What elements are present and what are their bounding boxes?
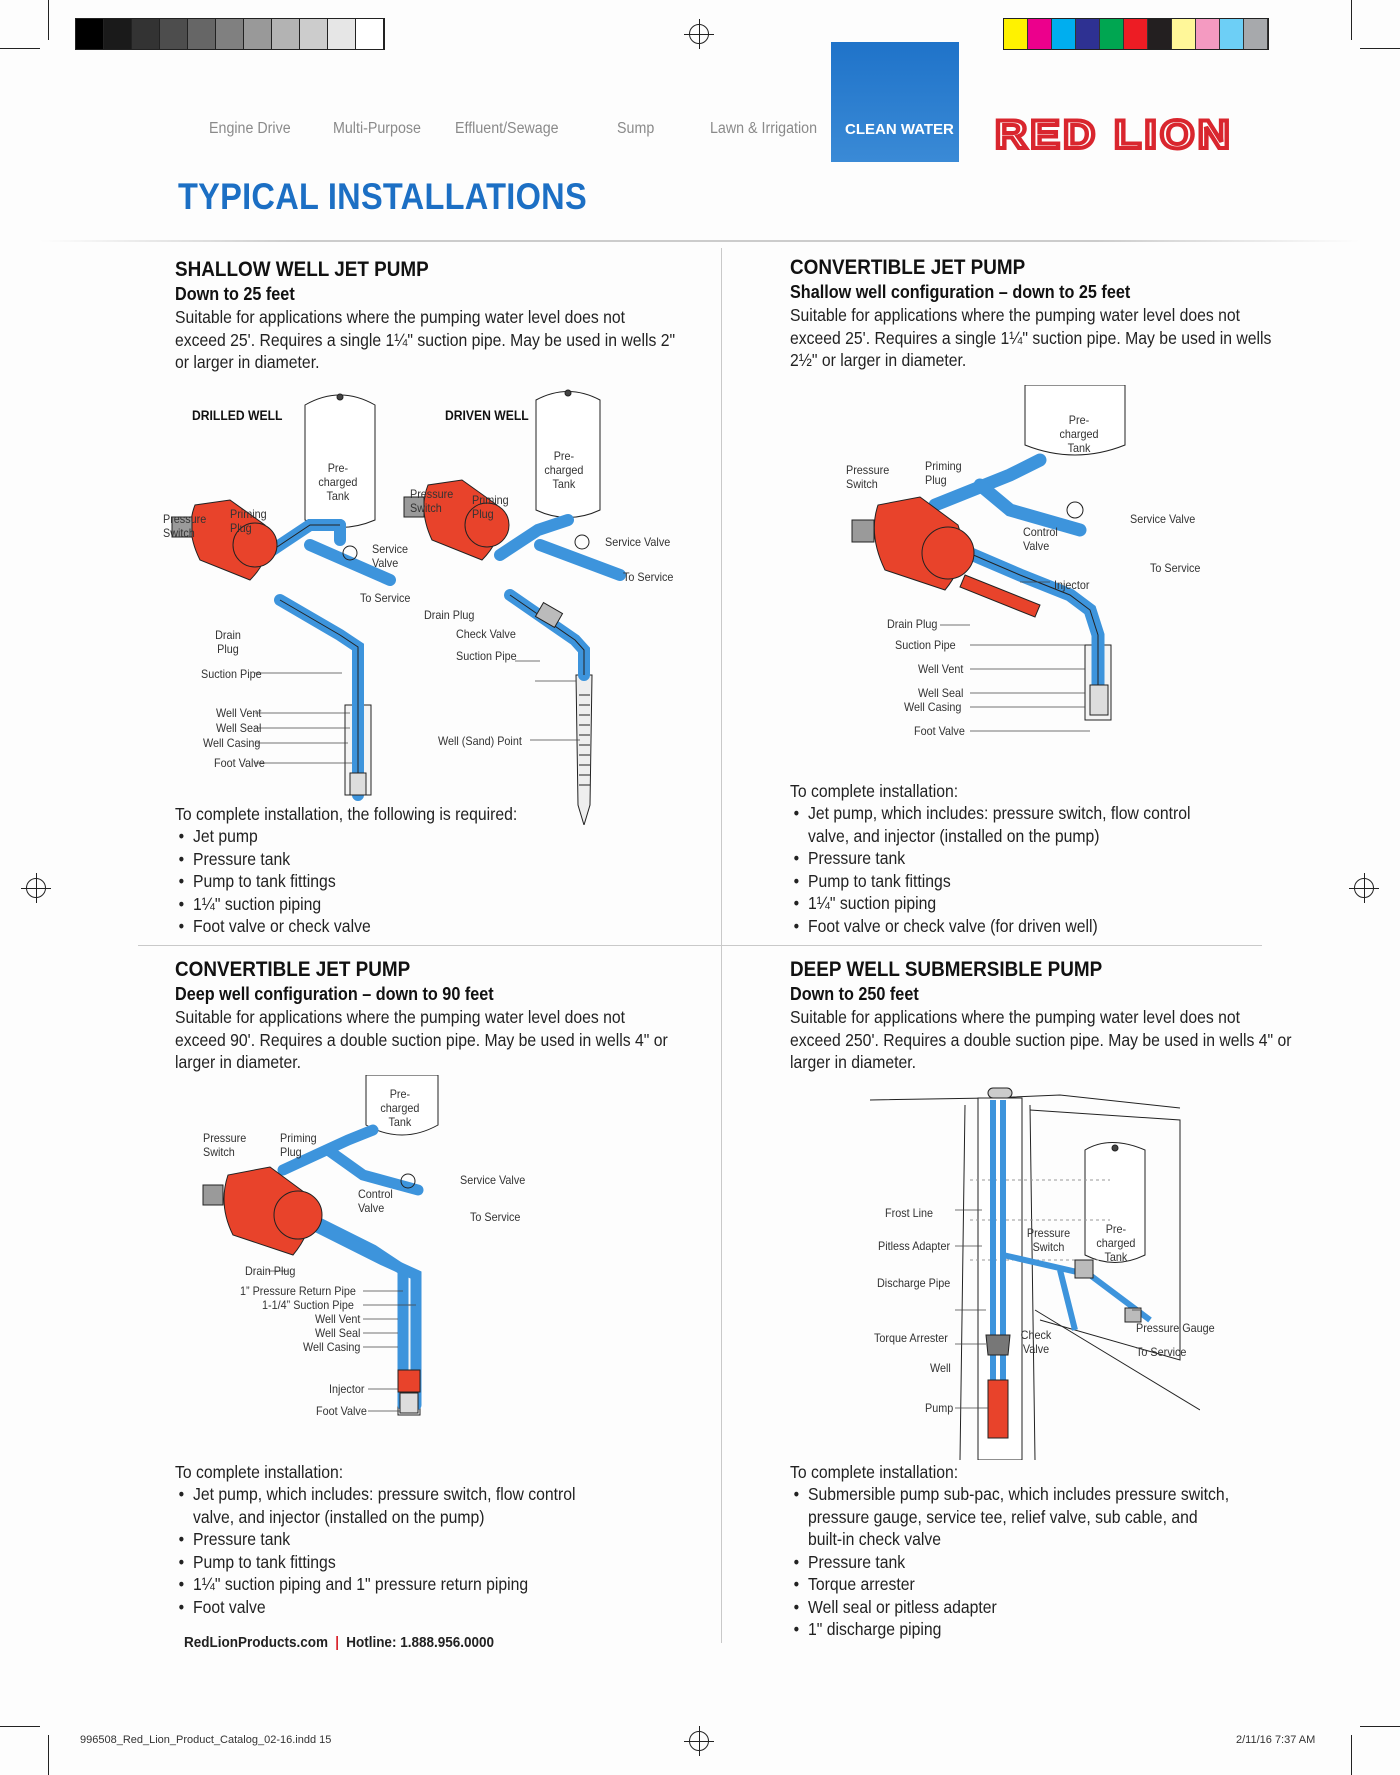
- label-tank: Pre-charged Tank: [318, 461, 358, 503]
- list-item: • Pressure tank: [175, 1528, 616, 1551]
- list-item: • 1¼" suction piping: [790, 892, 1231, 915]
- list-item: • Jet pump, which includes: pressure switch, flow control valve, and injector (installed on the pump): [790, 802, 1231, 847]
- header-rule: [40, 240, 1360, 242]
- section-description: Suitable for applications where the pumping water level does not exceed 90'. Requires a double suction pipe. May be used in wells 4" or larger in diameter.: [175, 1007, 668, 1072]
- label-driven-well: DRIVEN WELL: [445, 408, 529, 423]
- label-injector: Injector: [329, 1382, 365, 1396]
- label-well-vent: Well Vent: [918, 662, 964, 676]
- requirements-list: [790, 1483, 1231, 1641]
- label-foot-valve: Foot Valve: [214, 756, 265, 770]
- label-well-vent: Well Vent: [216, 706, 262, 720]
- color-bar: [1003, 18, 1269, 50]
- label-suction-pipe: Suction Pipe: [201, 667, 262, 681]
- section-title: SHALLOW WELL JET PUMP: [175, 258, 429, 281]
- label-pressure-switch: Pressure Switch: [163, 512, 207, 540]
- label-foot-valve: Foot Valve: [914, 724, 965, 738]
- diagram-convertible-shallow: [840, 385, 1220, 765]
- label-to-service: To Service: [360, 591, 411, 605]
- section-submersible: [790, 958, 1350, 1074]
- date-slug: 2/11/16 7:37 AM: [1236, 1734, 1316, 1746]
- nav-lawn-irrigation[interactable]: Lawn & Irrigation: [710, 120, 818, 137]
- label-injector: Injector: [1054, 578, 1090, 592]
- label-service-valve: Service Valve: [1130, 512, 1196, 526]
- list-item: • Pump to tank fittings: [790, 870, 1231, 893]
- requirements-list: [790, 802, 1231, 937]
- label-pressure-gauge: Pressure Gauge: [1136, 1321, 1215, 1335]
- requirements-convertible-shallow: [790, 781, 1280, 937]
- hotline: Hotline: 1.888.956.0000: [346, 1634, 495, 1651]
- section-subtitle: Shallow well configuration – down to 25 feet: [790, 282, 1131, 302]
- label-drilled-well: DRILLED WELL: [192, 408, 283, 423]
- file-slug: 996508_Red_Lion_Product_Catalog_02-16.indd 15: [80, 1734, 332, 1746]
- label-priming-plug: Priming Plug: [925, 459, 962, 487]
- list-item: • Pressure tank: [175, 848, 616, 871]
- label-well-seal: Well Seal: [315, 1326, 361, 1340]
- label-tank-driven: Pre-charged Tank: [544, 449, 584, 491]
- label-suction-pipe: Suction Pipe: [895, 638, 956, 652]
- list-item: • Submersible pump sub-pac, which includes pressure switch, pressure gauge, service tee, relief valve, sub cable, and built-in check valve: [790, 1483, 1231, 1551]
- registration-mark-left: [26, 878, 46, 898]
- section-description: Suitable for applications where the pumping water level does not exceed 25'. Requires a single 1¼" suction pipe. May be used in wells 2½" or larger in diameter.: [790, 305, 1272, 370]
- label-well-casing: Well Casing: [203, 736, 261, 750]
- list-item: • 1¼" suction piping: [175, 893, 616, 916]
- section-convertible-shallow: [790, 256, 1350, 372]
- nav-effluent-sewage[interactable]: Effluent/Sewage: [455, 120, 559, 137]
- list-item: • Well seal or pitless adapter: [790, 1596, 1231, 1619]
- label-pressure-switch: Pressure Switch: [846, 463, 890, 491]
- requirements-convertible-deep: [175, 1462, 665, 1618]
- label-torque-arrester: Torque Arrester: [874, 1331, 948, 1345]
- website-link[interactable]: RedLionProducts.com: [184, 1634, 329, 1651]
- label-drain-plug: Drain Plug: [887, 617, 938, 631]
- label-suction-pipe-driven: Suction Pipe: [456, 649, 517, 663]
- footer-separator: |: [335, 1634, 339, 1651]
- diagram-shallow-well: [160, 385, 680, 825]
- label-priming-plug: Priming Plug: [230, 507, 267, 535]
- label-suction-pipe: 1-1/4” Suction Pipe: [262, 1298, 354, 1312]
- label-control-valve: Control Valve: [358, 1187, 393, 1215]
- label-well-seal: Well Seal: [216, 721, 262, 735]
- list-item: • Jet pump, which includes: pressure switch, flow control valve, and injector (installed on the pump): [175, 1483, 616, 1528]
- list-intro: To complete installation:: [175, 1462, 344, 1482]
- list-item: • Pump to tank fittings: [175, 1551, 616, 1574]
- label-tank: Pre-charged Tank: [1096, 1222, 1136, 1264]
- nav-sump[interactable]: Sump: [617, 120, 655, 137]
- label-to-service: To Service: [1136, 1345, 1187, 1359]
- diagram-submersible: [870, 1080, 1215, 1460]
- label-foot-valve: Foot Valve: [316, 1404, 367, 1418]
- section-subtitle: Down to 250 feet: [790, 984, 919, 1004]
- list-intro: To complete installation:: [790, 1462, 959, 1482]
- requirements-shallow: [175, 804, 665, 938]
- section-title: CONVERTIBLE JET PUMP: [175, 958, 411, 981]
- grayscale-bar: [75, 18, 385, 50]
- label-drain-plug: Drain Plug: [215, 628, 241, 656]
- nav-engine-drive[interactable]: Engine Drive: [209, 120, 291, 137]
- section-title: DEEP WELL SUBMERSIBLE PUMP: [790, 958, 1103, 981]
- section-description: Suitable for applications where the pumping water level does not exceed 250'. Requires a double suction pipe. May be used in wells 4" or larger in diameter.: [790, 1007, 1292, 1072]
- label-drain-plug-driven: Drain Plug: [424, 608, 475, 622]
- label-well-seal: Well Seal: [918, 686, 964, 700]
- section-subtitle: Down to 25 feet: [175, 284, 295, 304]
- list-item: • 1¼" suction piping and 1" pressure return piping: [175, 1573, 616, 1596]
- diagram-convertible-deep: [198, 1075, 538, 1435]
- list-item: • Foot valve or check valve: [175, 915, 616, 938]
- requirements-submersible: [790, 1462, 1280, 1641]
- section-subtitle: Deep well configuration – down to 90 feet: [175, 984, 494, 1004]
- nav-multi-purpose[interactable]: Multi-Purpose: [333, 120, 421, 137]
- label-service-valve-driven: Service Valve: [605, 535, 671, 549]
- label-to-service-driven: To Service: [623, 570, 674, 584]
- label-pressure-switch: Pressure Switch: [1026, 1226, 1071, 1254]
- label-priming-plug: Priming Plug: [280, 1131, 317, 1159]
- label-check-valve: Check Valve: [1020, 1328, 1052, 1356]
- label-well-casing: Well Casing: [904, 700, 962, 714]
- registration-mark-bottom: [689, 1731, 709, 1751]
- label-well-point: Well (Sand) Point: [438, 734, 522, 748]
- section-convertible-deep: [175, 958, 735, 1074]
- label-to-service: To Service: [470, 1210, 521, 1224]
- list-item: • Pump to tank fittings: [175, 870, 616, 893]
- label-discharge-pipe: Discharge Pipe: [877, 1276, 951, 1290]
- svg-text:RED LION: RED LION: [995, 114, 1233, 156]
- list-item: • Pressure tank: [790, 1551, 1231, 1574]
- list-intro: To complete installation:: [790, 781, 959, 801]
- label-to-service: To Service: [1150, 561, 1201, 575]
- section-title: CONVERTIBLE JET PUMP: [790, 256, 1026, 279]
- label-pressure-switch-driven: Pressure Switch: [410, 487, 454, 515]
- label-tank: Pre-charged Tank: [380, 1087, 420, 1129]
- section-shallow-well: [175, 258, 735, 374]
- label-drain-plug: Drain Plug: [245, 1264, 296, 1278]
- requirements-list: [175, 1483, 616, 1618]
- red-lion-logo: [995, 114, 1241, 156]
- label-service-valve: Service Valve: [372, 542, 409, 570]
- label-well-casing: Well Casing: [303, 1340, 361, 1354]
- nav-clean-water[interactable]: CLEAN WATER: [831, 42, 959, 162]
- label-well-vent: Well Vent: [315, 1312, 361, 1326]
- registration-mark-top: [689, 24, 709, 44]
- list-item: • Pressure tank: [790, 847, 1231, 870]
- page-title: TYPICAL INSTALLATIONS: [178, 176, 587, 217]
- registration-mark-right: [1354, 878, 1374, 898]
- list-item: • Foot valve: [175, 1596, 616, 1619]
- list-item: • Jet pump: [175, 825, 616, 848]
- row-divider: [138, 945, 1262, 946]
- list-item: • 1" discharge piping: [790, 1618, 1231, 1641]
- label-return-pipe: 1” Pressure Return Pipe: [240, 1284, 356, 1298]
- list-item: • Torque arrester: [790, 1573, 1231, 1596]
- label-check-valve: Check Valve: [456, 627, 516, 641]
- requirements-list: [175, 825, 616, 938]
- label-priming-plug-driven: Priming Plug: [472, 493, 509, 521]
- label-frost-line: Frost Line: [885, 1206, 934, 1220]
- page-footer: [184, 1634, 494, 1651]
- label-control-valve: Control Valve: [1023, 525, 1058, 553]
- label-pitless-adapter: Pitless Adapter: [878, 1239, 951, 1253]
- label-pump: Pump: [925, 1401, 954, 1415]
- list-intro: To complete installation, the following is required:: [175, 804, 518, 824]
- label-tank: Pre-charged Tank: [1059, 413, 1099, 455]
- section-description: Suitable for applications where the pumping water level does not exceed 25'. Requires a single 1¼" suction pipe. May be used in wells 2" or larger in diameter.: [175, 307, 676, 372]
- label-pressure-switch: Pressure Switch: [203, 1131, 247, 1159]
- label-service-valve: Service Valve: [460, 1173, 526, 1187]
- list-item: • Foot valve or check valve (for driven well): [790, 915, 1231, 938]
- label-well: Well: [930, 1361, 951, 1375]
